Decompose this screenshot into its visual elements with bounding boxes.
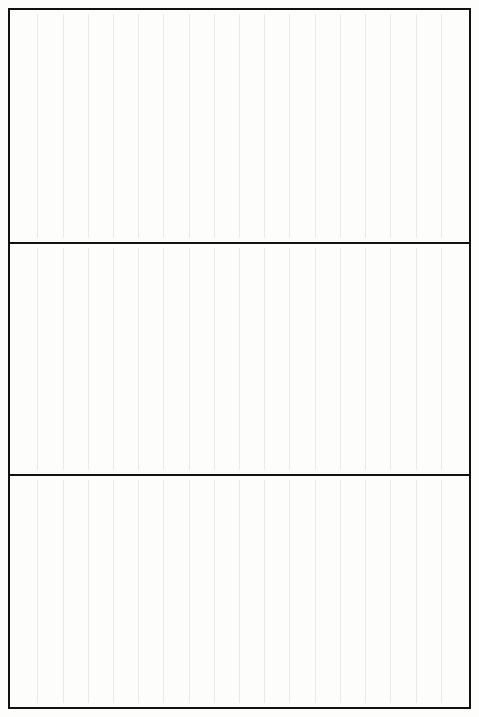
text-column bbox=[138, 248, 163, 470]
text-column bbox=[113, 480, 138, 703]
text-column bbox=[441, 248, 466, 470]
text-column bbox=[13, 480, 37, 703]
text-column bbox=[63, 480, 88, 703]
text-column bbox=[214, 480, 239, 703]
text-column bbox=[365, 480, 390, 703]
text-column bbox=[239, 480, 264, 703]
text-column bbox=[289, 480, 314, 703]
text-column bbox=[113, 248, 138, 470]
text-column bbox=[416, 248, 441, 470]
panel-top bbox=[10, 10, 469, 242]
text-column bbox=[340, 480, 365, 703]
text-column bbox=[315, 14, 340, 238]
text-column bbox=[138, 480, 163, 703]
text-column bbox=[189, 248, 214, 470]
text-column bbox=[37, 14, 62, 238]
text-column bbox=[315, 480, 340, 703]
text-column bbox=[63, 14, 88, 238]
text-column bbox=[416, 480, 441, 703]
text-column bbox=[163, 248, 188, 470]
text-column bbox=[264, 480, 289, 703]
text-column bbox=[340, 14, 365, 238]
text-column bbox=[315, 248, 340, 470]
text-column bbox=[365, 14, 390, 238]
text-column bbox=[189, 480, 214, 703]
text-column bbox=[214, 14, 239, 238]
text-column bbox=[37, 480, 62, 703]
text-column bbox=[113, 14, 138, 238]
text-column bbox=[189, 14, 214, 238]
text-column bbox=[163, 480, 188, 703]
text-column bbox=[264, 248, 289, 470]
text-column bbox=[390, 480, 415, 703]
text-column bbox=[239, 248, 264, 470]
text-column bbox=[416, 14, 441, 238]
text-column bbox=[441, 14, 466, 238]
text-column bbox=[214, 248, 239, 470]
text-column bbox=[63, 248, 88, 470]
text-column bbox=[365, 248, 390, 470]
text-column bbox=[37, 248, 62, 470]
text-column bbox=[340, 248, 365, 470]
text-column bbox=[289, 248, 314, 470]
panel-bottom bbox=[10, 474, 469, 707]
text-column bbox=[13, 14, 37, 238]
text-column bbox=[13, 248, 37, 470]
text-column bbox=[163, 14, 188, 238]
text-column bbox=[441, 480, 466, 703]
text-column bbox=[88, 248, 113, 470]
text-column bbox=[289, 14, 314, 238]
text-column bbox=[88, 14, 113, 238]
text-column bbox=[390, 14, 415, 238]
text-column bbox=[390, 248, 415, 470]
text-column bbox=[264, 14, 289, 238]
text-column bbox=[239, 14, 264, 238]
page-frame bbox=[8, 8, 471, 709]
text-column bbox=[138, 14, 163, 238]
text-column bbox=[88, 480, 113, 703]
panel-middle bbox=[10, 242, 469, 474]
